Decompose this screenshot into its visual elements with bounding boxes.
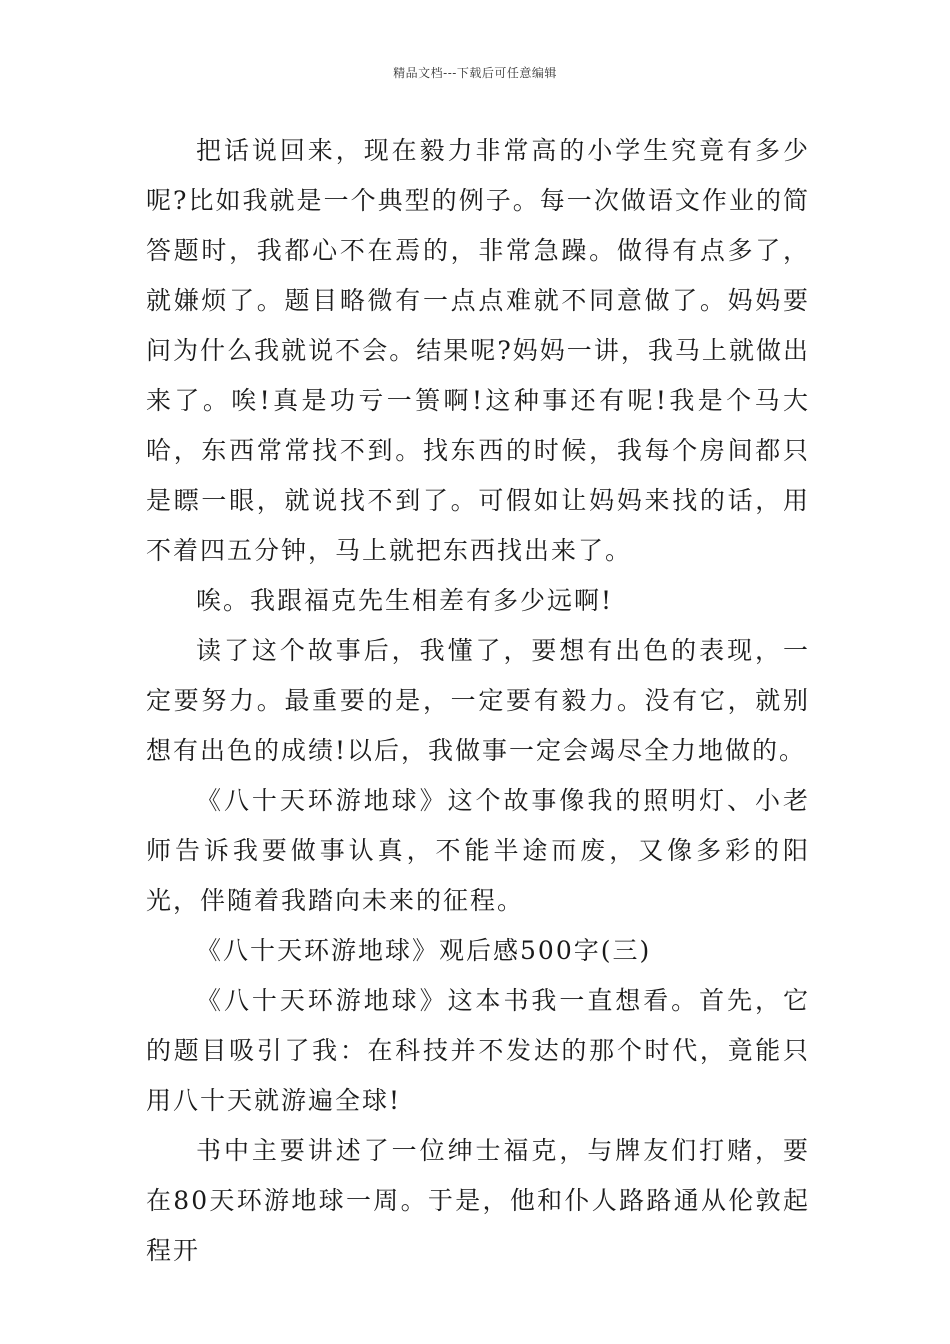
paragraph-conclusion: 《八十天环游地球》这个故事像我的照明灯、小老师告诉我要做事认真，不能半途而废，又像多彩的阳光，伴随着我踏向未来的征程。 xyxy=(146,786,810,915)
paragraph-summary: 书中主要讲述了一位绅士福克，与牌友们打赌，要在80天环游地球一周。于是，他和仆人路路通从伦敦起程开 xyxy=(146,1136,810,1265)
section-title: 《八十天环游地球》观后感500字(三) xyxy=(196,936,652,965)
paragraph-intro: 《八十天环游地球》这本书我一直想看。首先，它的题目吸引了我：在科技并不发达的那个时代，竟能只用八十天就游遍全球! xyxy=(146,986,810,1115)
paragraph-sigh: 唉。我跟福克先生相差有多少远啊! xyxy=(196,586,614,615)
paragraph-perseverance-example: 把话说回来，现在毅力非常高的小学生究竟有多少呢?比如我就是一个典型的例子。每一次做语文作业的简答题时，我都心不在焉的，非常急躁。做得有点多了，就嫌烦了。题目略微有一点点难就不同意做了。妈妈要问为什么我就说不会。结果呢?妈妈一讲，我马上就做出来了。唉!真是功亏一篑啊!这种事还有呢!我是个马大哈，东西常常找不到。找东西的时候，我每个房间都只是瞟一眼，就说找不到了。可假如让妈妈来找的话，用不着四五分钟，马上就把东西找出来了。 xyxy=(146,136,810,565)
document-body xyxy=(146,126,810,1276)
paragraph-lesson: 读了这个故事后，我懂了，要想有出色的表现，一定要努力。最重要的是，一定要有毅力。没有它，就别想有出色的成绩!以后，我做事一定会竭尽全力地做的。 xyxy=(146,636,810,765)
page-header: 精品文档---下载后可任意编辑 xyxy=(393,66,557,80)
